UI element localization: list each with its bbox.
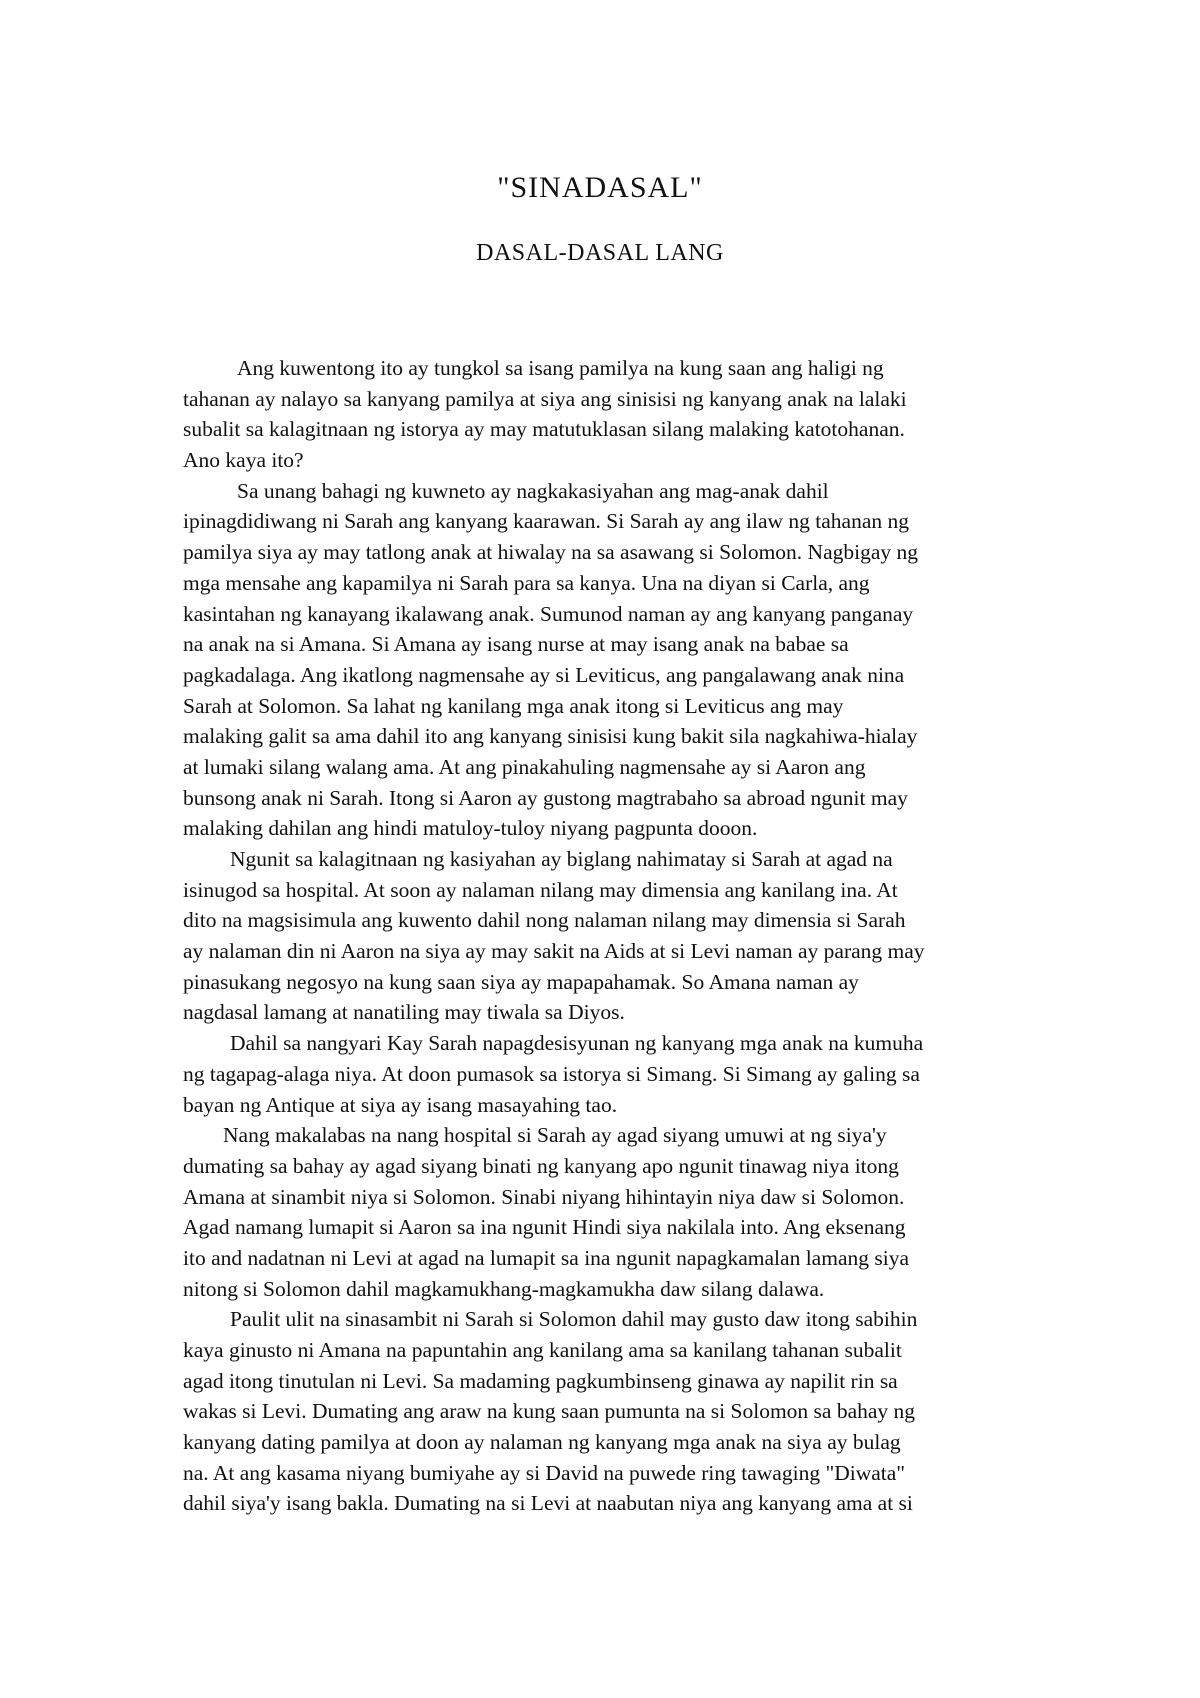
- paragraph-line: malaking galit sa ama dahil ito ang kanyang sinisisi kung bakit sila nagkahiwa-hialay: [183, 724, 918, 749]
- paragraph-line: Ngunit sa kalagitnaan ng kasiyahan ay biglang nahimatay si Sarah at agad na: [230, 847, 893, 871]
- paragraph-line: ay nalaman din ni Aaron na siya ay may sakit na Aids at si Levi naman ay parang may: [183, 939, 925, 964]
- paragraph-line: bunsong anak ni Sarah. Itong si Aaron ay gustong magtrabaho sa abroad ngunit may: [183, 785, 908, 810]
- paragraph-line: ng tagapag-alaga niya. At doon pumasok sa istorya si Simang. Si Simang ay galing sa: [183, 1061, 920, 1086]
- paragraph-line: Agad namang lumapit si Aaron sa ina ngunit Hindi siya nakilala into. Ang eksenang: [183, 1215, 906, 1240]
- paragraph-line: kasintahan ng kanayang ikalawang anak. Sumunod naman ay ang kanyang panganay: [183, 601, 914, 626]
- paragraph-line: wakas si Levi. Dumating ang araw na kung saan pumunta na si Solomon sa bahay ng: [183, 1399, 916, 1424]
- paragraph-line: nagdasal lamang at nanatiling may tiwala sa Diyos.: [183, 1000, 625, 1025]
- paragraph-line: ito and nadatnan ni Levi at agad na lumapit sa ina ngunit napagkamalan lamang siya: [183, 1245, 909, 1270]
- paragraph-line: dahil siya'y isang bakla. Dumating na si Levi at naabutan niya ang kanyang ama at si: [183, 1491, 913, 1516]
- paragraph-line: ipinagdidiwang ni Sarah ang kanyang kaarawan. Si Sarah ay ang ilaw ng tahanan ng: [183, 509, 910, 534]
- paragraph-line: na anak na si Amana. Si Amana ay isang nurse at may isang anak na babae sa: [183, 632, 849, 657]
- paragraph-line: pinasukang negosyo na kung saan siya ay mapapahamak. So Amana naman ay: [183, 969, 859, 994]
- paragraph-line: Ano kaya ito?: [183, 448, 304, 473]
- paragraph-line: pamilya siya ay may tatlong anak at hiwalay na sa asawang si Solomon. Nagbigay ng: [183, 540, 918, 565]
- paragraph-line: at lumaki silang walang ama. At ang pinakahuling nagmensahe ay si Aaron ang: [183, 754, 866, 779]
- paragraph-line: Sa unang bahagi ng kuwneto ay nagkakasiyahan ang mag-anak dahil: [237, 478, 829, 503]
- paragraph-line: nitong si Solomon dahil magkamukhang-magkamukha daw silang dalawa.: [183, 1276, 825, 1301]
- paragraph-line: bayan ng Antique at siya ay isang masayahing tao.: [183, 1092, 618, 1117]
- paragraph-line: kanyang dating pamilya at doon ay nalaman ng kanyang mga anak na siya ay bulag: [183, 1430, 901, 1455]
- paragraph-line: na. At ang kasama niyang bumiyahe ay si David na puwede ring tawaging "Diwata": [183, 1460, 906, 1485]
- paragraph-line: subalit sa kalagitnaan ng istorya ay may matutuklasan silang malaking katotohanan.: [183, 417, 905, 442]
- paragraph-line: dito na magsisimula ang kuwento dahil nong nalaman nilang may dimensia si Sarah: [183, 908, 906, 933]
- paragraph-line: malaking dahilan ang hindi matuloy-tuloy niyang pagpunta dooon.: [183, 816, 758, 841]
- paragraph-line: tahanan ay nalayo sa kanyang pamilya at siya ang sinisisi ng kanyang anak na lalaki: [183, 386, 907, 411]
- paragraph-line: agad itong tinutulan ni Levi. Sa madaming pagkumbinseng ginawa ay napilit rin sa: [183, 1368, 898, 1393]
- paragraph-line: isinugod sa hospital. At soon ay nalaman nilang may dimensia ang kanilang ina. At: [183, 877, 898, 902]
- paragraph-line: kaya ginusto ni Amana na papuntahin ang kanilang ama sa kanilang tahanan subalit: [183, 1338, 902, 1362]
- document-body: [183, 353, 1023, 1519]
- paragraph-line: mga mensahe ang kapamilya ni Sarah para sa kanya. Una na diyan si Carla, ang: [183, 570, 870, 595]
- paragraph-line: Nang makalabas na nang hospital si Sarah ay agad siyang umuwi at ng siya'y: [223, 1123, 887, 1148]
- paragraph-line: Dahil sa nangyari Kay Sarah napagdesisyunan ng kanyang mga anak na kumuha: [230, 1031, 924, 1056]
- paragraph-line: Sarah at Solomon. Sa lahat ng kanilang mga anak itong si Leviticus ang may: [183, 693, 844, 718]
- paragraph-line: Amana at sinambit niya si Solomon. Sinabi niyang hihintayin niya daw si Solomon.: [183, 1184, 905, 1209]
- paragraph-line: pagkadalaga. Ang ikatlong nagmensahe ay si Leviticus, ang pangalawang anak nina: [183, 662, 905, 687]
- paragraph-line: Paulit ulit na sinasambit ni Sarah si Solomon dahil may gusto daw itong sabihin: [230, 1307, 918, 1332]
- document-subtitle: DASAL-DASAL LANG: [476, 240, 724, 266]
- paragraph-line: Ang kuwentong ito ay tungkol sa isang pamilya na kung saan ang haligi ng: [237, 356, 884, 380]
- document-title: "SINADASAL": [497, 171, 703, 204]
- paragraph-line: dumating sa bahay ay agad siyang binati ng kanyang apo ngunit tinawag niya itong: [183, 1153, 899, 1178]
